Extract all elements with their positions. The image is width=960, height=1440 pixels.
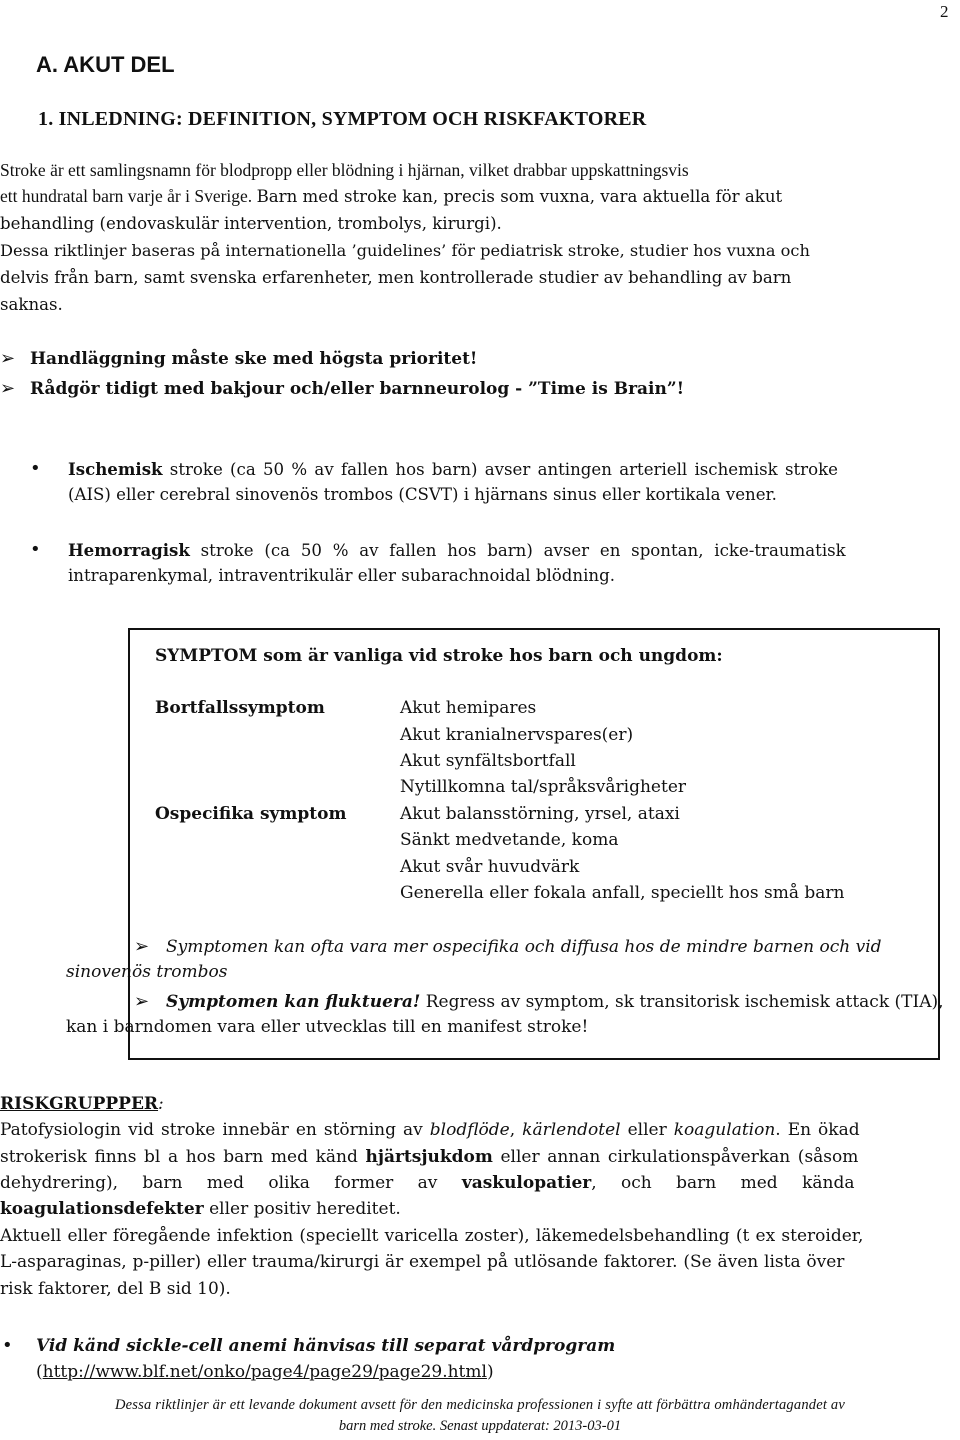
- intro-line-1: Stroke är ett samlingsnamn för blodpropp eller blödning i hjärnan, vilket drabbar uppskattningsvis: [0, 160, 689, 180]
- risk-term: vaskulopatier: [461, 1173, 592, 1193]
- risk-term: blodflöde: [429, 1120, 510, 1140]
- paren: ): [486, 1362, 494, 1382]
- intro-line-6: saknas.: [0, 295, 63, 314]
- risk-heading-text: RISKGRUPPPER: [0, 1094, 159, 1114]
- footer-line-2: barn med stroke. Senast uppdaterat: 2013-03-01: [338, 1418, 622, 1434]
- symptom-item: Akut synfältsbortfall: [400, 751, 576, 771]
- symptom-note-2-text: Regress av symptom, sk transitorisk ischemisk attack (TIA),: [420, 992, 944, 1012]
- risk-text: dehydrering), barn med olika former av: [0, 1173, 462, 1193]
- bullet-icon: •: [2, 1335, 13, 1356]
- section-heading-a: A. AKUT DEL: [36, 52, 175, 77]
- risk-term: koagulation: [673, 1120, 776, 1140]
- bullet-icon: •: [30, 539, 41, 560]
- ischemic-term: Ischemisk: [68, 459, 163, 479]
- symptom-item: Nytillkomna tal/språksvårigheter: [400, 777, 687, 797]
- intro-line-4: Dessa riktlinjer baseras på internationella ’guidelines’ för pediatrisk stroke, studier hos vuxna och: [0, 241, 810, 260]
- priority-item-2: [0, 378, 684, 399]
- risk-term: koagulationsdefekter: [0, 1199, 204, 1219]
- risk-text: eller positiv hereditet.: [203, 1199, 401, 1219]
- ischemic-line-2: (AIS) eller cerebral sinovenös trombos (CSVT) i hjärnans sinus eller kortikala vener.: [68, 485, 777, 504]
- symptom-note-2-line-2: kan i barndomen vara eller utvecklas till en manifest stroke!: [66, 1017, 589, 1037]
- priority-text-1: Handläggning måste ske med högsta prioritet!: [30, 349, 478, 369]
- hemorrhagic-line-1: [68, 540, 846, 560]
- symptom-label-nonspecific: Ospecifika symptom: [155, 804, 347, 824]
- footer-line-1: Dessa riktlinjer är ett levande dokument avsett för den medicinska professionen i syfte att förbättra omhändertagandet av: [114, 1397, 846, 1413]
- intro-line-5: delvis från barn, samt svenska erfarenheter, men kontrollerade studier av behandling av barn: [0, 268, 792, 287]
- symptom-item: Akut balansstörning, yrsel, ataxi: [400, 804, 680, 824]
- bullet-icon: •: [30, 458, 41, 479]
- risk-line-3: [0, 1173, 855, 1193]
- ischemic-text-1: stroke (ca 50 % av fallen hos barn) avser antingen arteriell ischemisk stroke: [162, 460, 838, 479]
- symptom-item: Sänkt medvetande, koma: [400, 830, 619, 850]
- risk-line-7: risk faktorer, del B sid 10).: [0, 1279, 231, 1299]
- risk-heading-colon: :: [158, 1094, 164, 1114]
- risk-heading: [0, 1094, 164, 1114]
- risk-text: strokerisk finns bl a hos barn med känd: [0, 1147, 366, 1167]
- risk-text: ,: [509, 1120, 523, 1140]
- ischemic-line-1: [68, 459, 838, 479]
- risk-text: eller: [620, 1120, 674, 1140]
- risk-text: Patofysiologin vid stroke innebär en störning av: [0, 1120, 430, 1140]
- hemorrhagic-text-1: stroke (ca 50 % av fallen hos barn) avser en spontan, icke-traumatisk: [189, 541, 846, 560]
- intro-line-2a: ett hundratal barn varje år i Sverige.: [0, 186, 257, 206]
- intro-line-2b: Barn med stroke kan, precis som vuxna, vara aktuella för akut: [256, 187, 783, 206]
- symptom-box-title: SYMPTOM som är vanliga vid stroke hos barn och ungdom:: [155, 646, 723, 666]
- risk-line-1: [0, 1120, 860, 1140]
- risk-term: kärlendotel: [522, 1120, 621, 1140]
- risk-line-2: [0, 1147, 858, 1167]
- symptom-item: Generella eller fokala anfall, speciellt hos små barn: [400, 883, 845, 903]
- priority-item-1: [0, 348, 477, 369]
- symptom-note-2-bold: Symptomen kan fluktuera!: [166, 992, 421, 1012]
- section-heading-1: 1. INLEDNING: DEFINITION, SYMPTOM OCH RISKFAKTORER: [38, 108, 647, 130]
- symptom-note-1-text: Symptomen kan ofta vara mer ospecifika och diffusa hos de mindre barnen och vid: [166, 937, 882, 957]
- hemorrhagic-line-2: intraparenkymal, intraventrikulär eller subarachnoidal blödning.: [68, 566, 615, 585]
- intro-line-2: [0, 186, 782, 207]
- symptom-note-1: [134, 936, 882, 957]
- risk-text: . En ökad: [775, 1120, 860, 1140]
- hemorrhagic-term: Hemorragisk: [68, 540, 190, 560]
- intro-line-3: behandling (endovaskulär intervention, trombolys, kirurgi).: [0, 214, 502, 233]
- risk-text: , och barn med kända: [591, 1173, 855, 1193]
- risk-line-4: [0, 1199, 401, 1219]
- symptom-item: Akut svår huvudvärk: [400, 857, 580, 877]
- page-number: 2: [940, 2, 949, 21]
- arrow-icon: ➢: [134, 991, 150, 1012]
- sickle-cell-link[interactable]: http://www.blf.net/onko/page4/page29/page29.html: [42, 1362, 487, 1382]
- arrow-icon: ➢: [0, 348, 16, 369]
- sickle-cell-link-line: [36, 1362, 494, 1382]
- sickle-cell-note: Vid känd sickle-cell anemi hänvisas till separat vårdprogram: [36, 1336, 616, 1356]
- symptom-note-2: [134, 991, 944, 1012]
- symptom-item: Akut hemipares: [400, 698, 537, 718]
- symptom-item: Akut kranialnervspares(er): [400, 725, 634, 745]
- risk-text: eller annan cirkulationspåverkan (såsom: [492, 1147, 859, 1167]
- symptom-note-1-line-2: sinovenös trombos: [66, 962, 228, 982]
- risk-line-6: L-asparaginas, p-piller) eller trauma/kirurgi är exempel på utlösande faktorer. (Se även lista över: [0, 1252, 845, 1272]
- arrow-icon: ➢: [0, 378, 16, 399]
- risk-line-5: Aktuell eller föregående infektion (speciellt varicella zoster), läkemedelsbehandling (t ex steroider,: [0, 1226, 864, 1246]
- arrow-icon: ➢: [134, 936, 150, 957]
- paren: (: [36, 1362, 43, 1382]
- risk-term: hjärtsjukdom: [365, 1147, 493, 1167]
- priority-text-2: Rådgör tidigt med bakjour och/eller barnneurolog - ”Time is Brain”!: [30, 379, 685, 399]
- symptom-label-deficit: Bortfallssymptom: [155, 698, 325, 718]
